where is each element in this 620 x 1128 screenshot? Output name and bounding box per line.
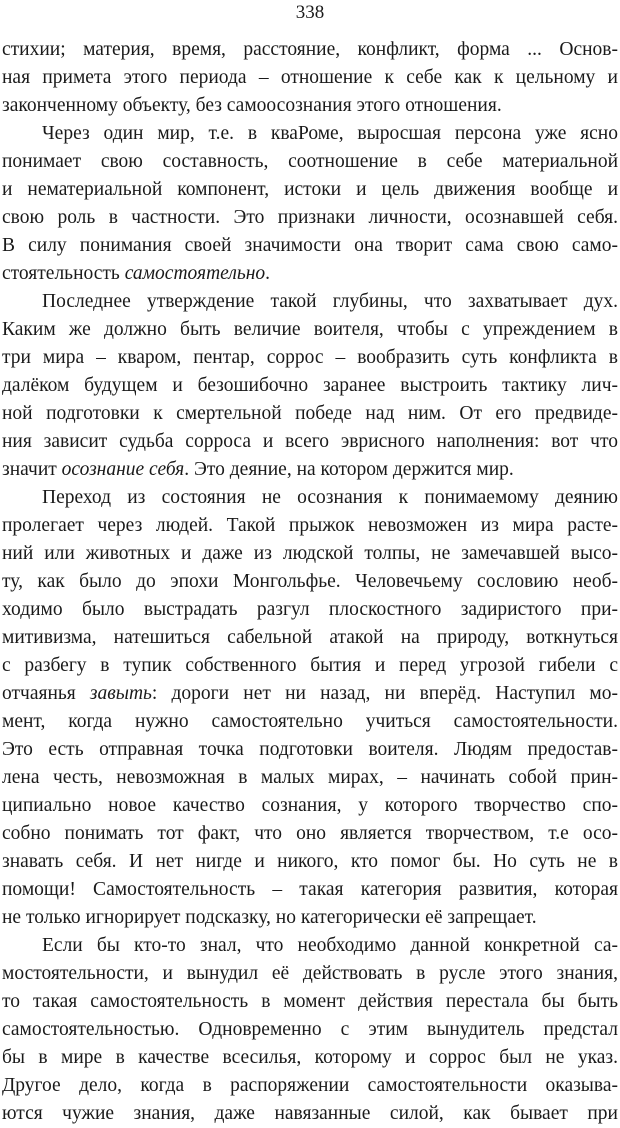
text-segment: с разбегу в тупик собственного бытия и перед угрозой гибели с <box>2 655 618 676</box>
italic-text: самостоятельно <box>124 263 266 284</box>
text-line <box>2 988 618 1016</box>
text-line <box>2 400 618 428</box>
text-line <box>2 232 618 260</box>
text-segment: ходимо было выстрадать разгул плоскостного задиристого при- <box>2 599 618 620</box>
text-segment: значит <box>2 459 62 480</box>
text-segment: знавать себя. И нет нигде и никого, кто помог бы. Но суть не в <box>2 851 618 872</box>
text-line <box>2 764 618 792</box>
text-line <box>2 1044 618 1072</box>
text-segment: понимает свою составность, соотношение в себе материальной <box>2 151 618 172</box>
text-segment: и нематериальной компонент, истоки и цель движения вообще и <box>2 179 618 200</box>
italic-text: завыть <box>89 683 152 704</box>
text-segment: отчаянья <box>2 683 90 704</box>
text-segment: далёком будущем и безошибочно заранее выстроить тактику лич- <box>2 375 618 396</box>
text-segment: Через один мир, т.е. в кваРоме, выросшая персона уже ясно <box>42 123 618 144</box>
text-segment: . <box>265 263 271 284</box>
text-segment: В силу понимания своей значимости она творит сама свою само- <box>2 235 618 256</box>
text-segment: три мира – кваром, пентар, соррос – вообразить суть конфликта в <box>2 347 618 368</box>
paragraph <box>2 932 618 1128</box>
text-line <box>2 904 618 932</box>
text-segment: Последнее утверждение такой глубины, что захватывает дух. <box>42 291 618 312</box>
text-line <box>2 680 618 708</box>
text-line <box>2 316 618 344</box>
text-line <box>2 456 618 484</box>
text-segment: лена честь, невозможная в малых мирах, – начинать собой прин- <box>2 767 618 788</box>
text-line <box>2 596 618 624</box>
text-line <box>2 120 618 148</box>
italic-text: осознание себя <box>61 459 185 480</box>
body-text <box>2 36 618 1128</box>
text-line <box>2 92 618 120</box>
text-segment: ния зависит судьба сорроса и всего эврисного наполнения: вот что <box>2 431 618 452</box>
text-segment: : дороги нет ни назад, ни вперёд. Наступил мо- <box>151 683 618 704</box>
text-line <box>2 148 618 176</box>
text-segment: Каким же должно быть величие воителя, чтобы с упреждением в <box>2 319 618 340</box>
text-segment: ная примета этого периода – отношение к себе как к цельному и <box>2 67 618 88</box>
text-segment: ципиально новое качество сознания, у которого творчество спо- <box>2 795 618 816</box>
text-line <box>2 736 618 764</box>
text-line <box>2 176 618 204</box>
text-line <box>2 288 618 316</box>
paragraph <box>2 484 618 932</box>
text-line <box>2 792 618 820</box>
text-line <box>2 568 618 596</box>
text-line <box>2 260 618 288</box>
text-line <box>2 624 618 652</box>
text-segment: мостоятельности, и вынудил её действовать в русле этого знания, <box>2 963 618 984</box>
text-line <box>2 64 618 92</box>
text-segment: Это есть отправная точка подготовки воителя. Людям предостав- <box>2 739 618 760</box>
text-line <box>2 540 618 568</box>
text-segment: ной подготовки к смертельной победе над ним. От его предвиде- <box>2 403 618 424</box>
text-segment: самостоятельностью. Одновременно с этим вынудитель предстал <box>2 1019 618 1040</box>
text-segment: то такая самостоятельность в момент действия перестала бы быть <box>2 991 618 1012</box>
text-segment: мент, когда нужно самостоятельно учиться самостоятельности. <box>2 711 618 732</box>
paragraph <box>2 36 618 120</box>
text-segment: стоятельность <box>2 263 125 284</box>
page-number: 338 <box>295 2 325 23</box>
text-segment: ются чужие знания, даже навязанные силой, как бывает при <box>2 1103 618 1124</box>
text-line <box>2 1100 618 1128</box>
text-segment: ту, как было до эпохи Монгольфье. Человечьему сословию необ- <box>2 571 618 592</box>
text-line <box>2 36 618 64</box>
text-segment: Другое дело, когда в распоряжении самостоятельности оказыва- <box>2 1075 618 1096</box>
text-line <box>2 876 618 904</box>
paragraph <box>2 120 618 288</box>
text-segment: законченному объекту, без самоосознания этого отношения. <box>2 95 502 116</box>
text-segment: Если бы кто-то знал, что необходимо данной конкретной са- <box>42 935 618 956</box>
text-segment: Переход из состояния не осознания к понимаемому деянию <box>42 487 618 508</box>
text-segment: собно понимать тот факт, что оно является творчеством, т.е осо- <box>2 823 618 844</box>
text-line <box>2 512 618 540</box>
text-line <box>2 484 618 512</box>
text-line <box>2 960 618 988</box>
text-segment: свою роль в частности. Это признаки личности, осознавшей себя. <box>2 207 618 228</box>
text-line <box>2 652 618 680</box>
text-line <box>2 428 618 456</box>
text-line <box>2 708 618 736</box>
text-line <box>2 820 618 848</box>
text-line <box>2 1072 618 1100</box>
text-segment: пролегает через людей. Такой прыжок невозможен из мира расте- <box>2 515 618 536</box>
text-line <box>2 204 618 232</box>
text-line <box>2 1016 618 1044</box>
text-segment: помощи! Самостоятельность – такая категория развития, которая <box>2 879 618 900</box>
paragraph <box>2 288 618 484</box>
text-line <box>2 848 618 876</box>
text-line <box>2 344 618 372</box>
text-segment: ний или животных и даже из людской толпы, не замечавшей высо- <box>2 543 618 564</box>
text-segment: митивизма, натешиться сабельной атакой на природу, воткнуться <box>2 627 618 648</box>
text-segment: . Это деяние, на котором держится мир. <box>184 459 514 480</box>
text-line <box>2 932 618 960</box>
text-segment: не только игнорирует подсказку, но категорически её запрещает. <box>2 907 537 928</box>
text-segment: бы в мире в качестве всесилья, которому и соррос был не указ. <box>2 1047 618 1068</box>
text-segment: стихии; материя, время, расстояние, конфликт, форма ... Основ- <box>2 39 618 60</box>
text-line <box>2 372 618 400</box>
